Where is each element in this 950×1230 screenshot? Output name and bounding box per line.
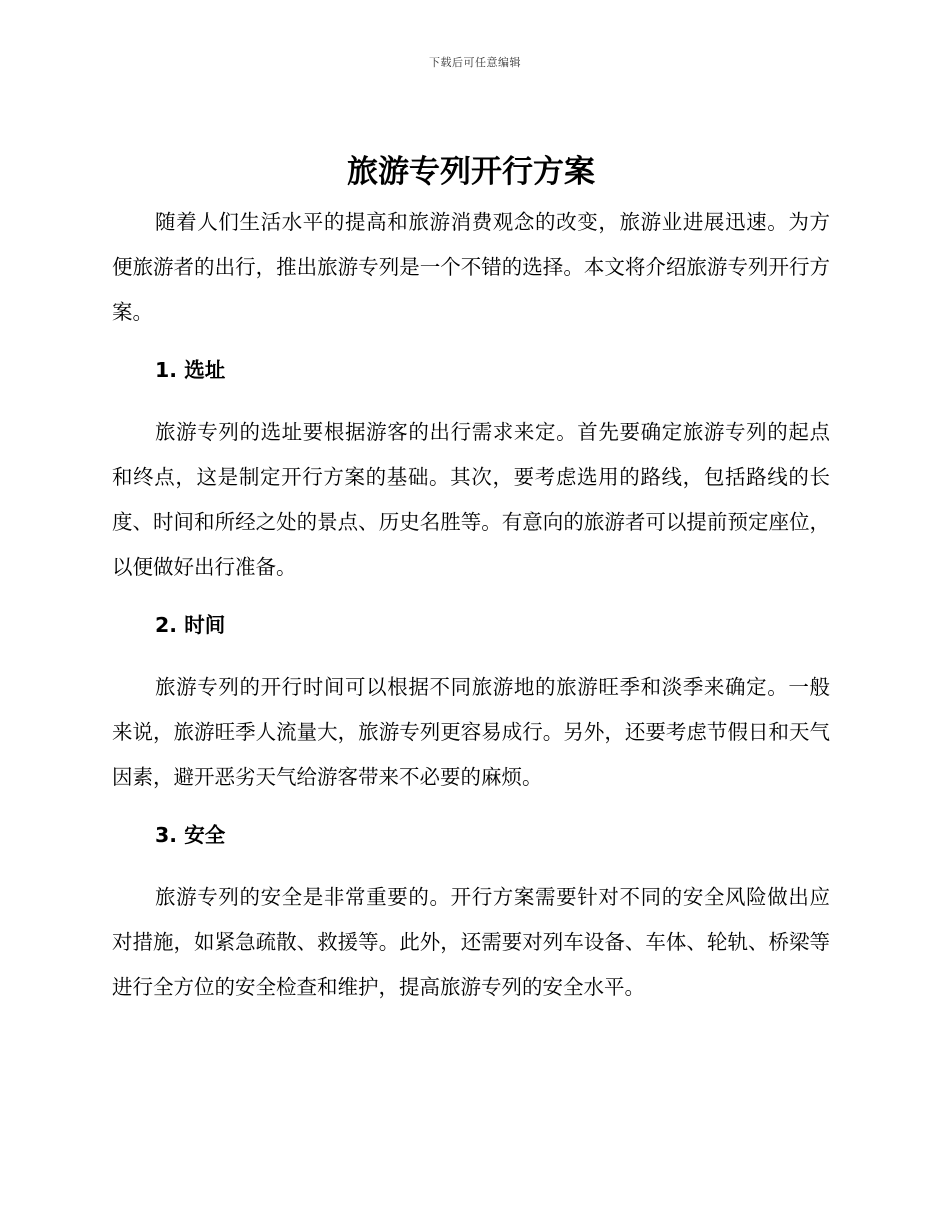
header-note: 下载后可任意编辑 xyxy=(429,56,521,69)
section-body-safety: 旅游专列的安全是非常重要的。开行方案需要针对不同的安全风险做出应对措施，如紧急疏散、救援等。此外，还需要对列车设备、车体、轮轨、桥梁等进行全方位的安全检查和维护，提高旅游专列的安全水平。 xyxy=(112,885,830,999)
document-title: 旅游专列开行方案 xyxy=(347,154,595,190)
section-heading-safety: 3. 安全 xyxy=(155,823,226,847)
section-heading-location: 1. 选址 xyxy=(155,358,226,382)
intro-paragraph: 随着人们生活水平的提高和旅游消费观念的改变，旅游业进展迅速。为方便旅游者的出行，推出旅游专列是一个不错的选择。本文将介绍旅游专列开行方案。 xyxy=(112,210,830,324)
section-heading-time: 2. 时间 xyxy=(155,613,226,637)
section-body-time: 旅游专列的开行时间可以根据不同旅游地的旅游旺季和淡季来确定。一般来说，旅游旺季人流量大，旅游专列更容易成行。另外，还要考虑节假日和天气因素，避开恶劣天气给游客带来不必要的麻烦。 xyxy=(112,675,830,789)
section-body-location: 旅游专列的选址要根据游客的出行需求来定。首先要确定旅游专列的起点和终点，这是制定开行方案的基础。其次，要考虑选用的路线，包括路线的长度、时间和所经之处的景点、历史名胜等。有意向的旅游者可以提前预定座位，以便做好出行准备。 xyxy=(112,420,830,579)
document-content xyxy=(112,150,830,1010)
